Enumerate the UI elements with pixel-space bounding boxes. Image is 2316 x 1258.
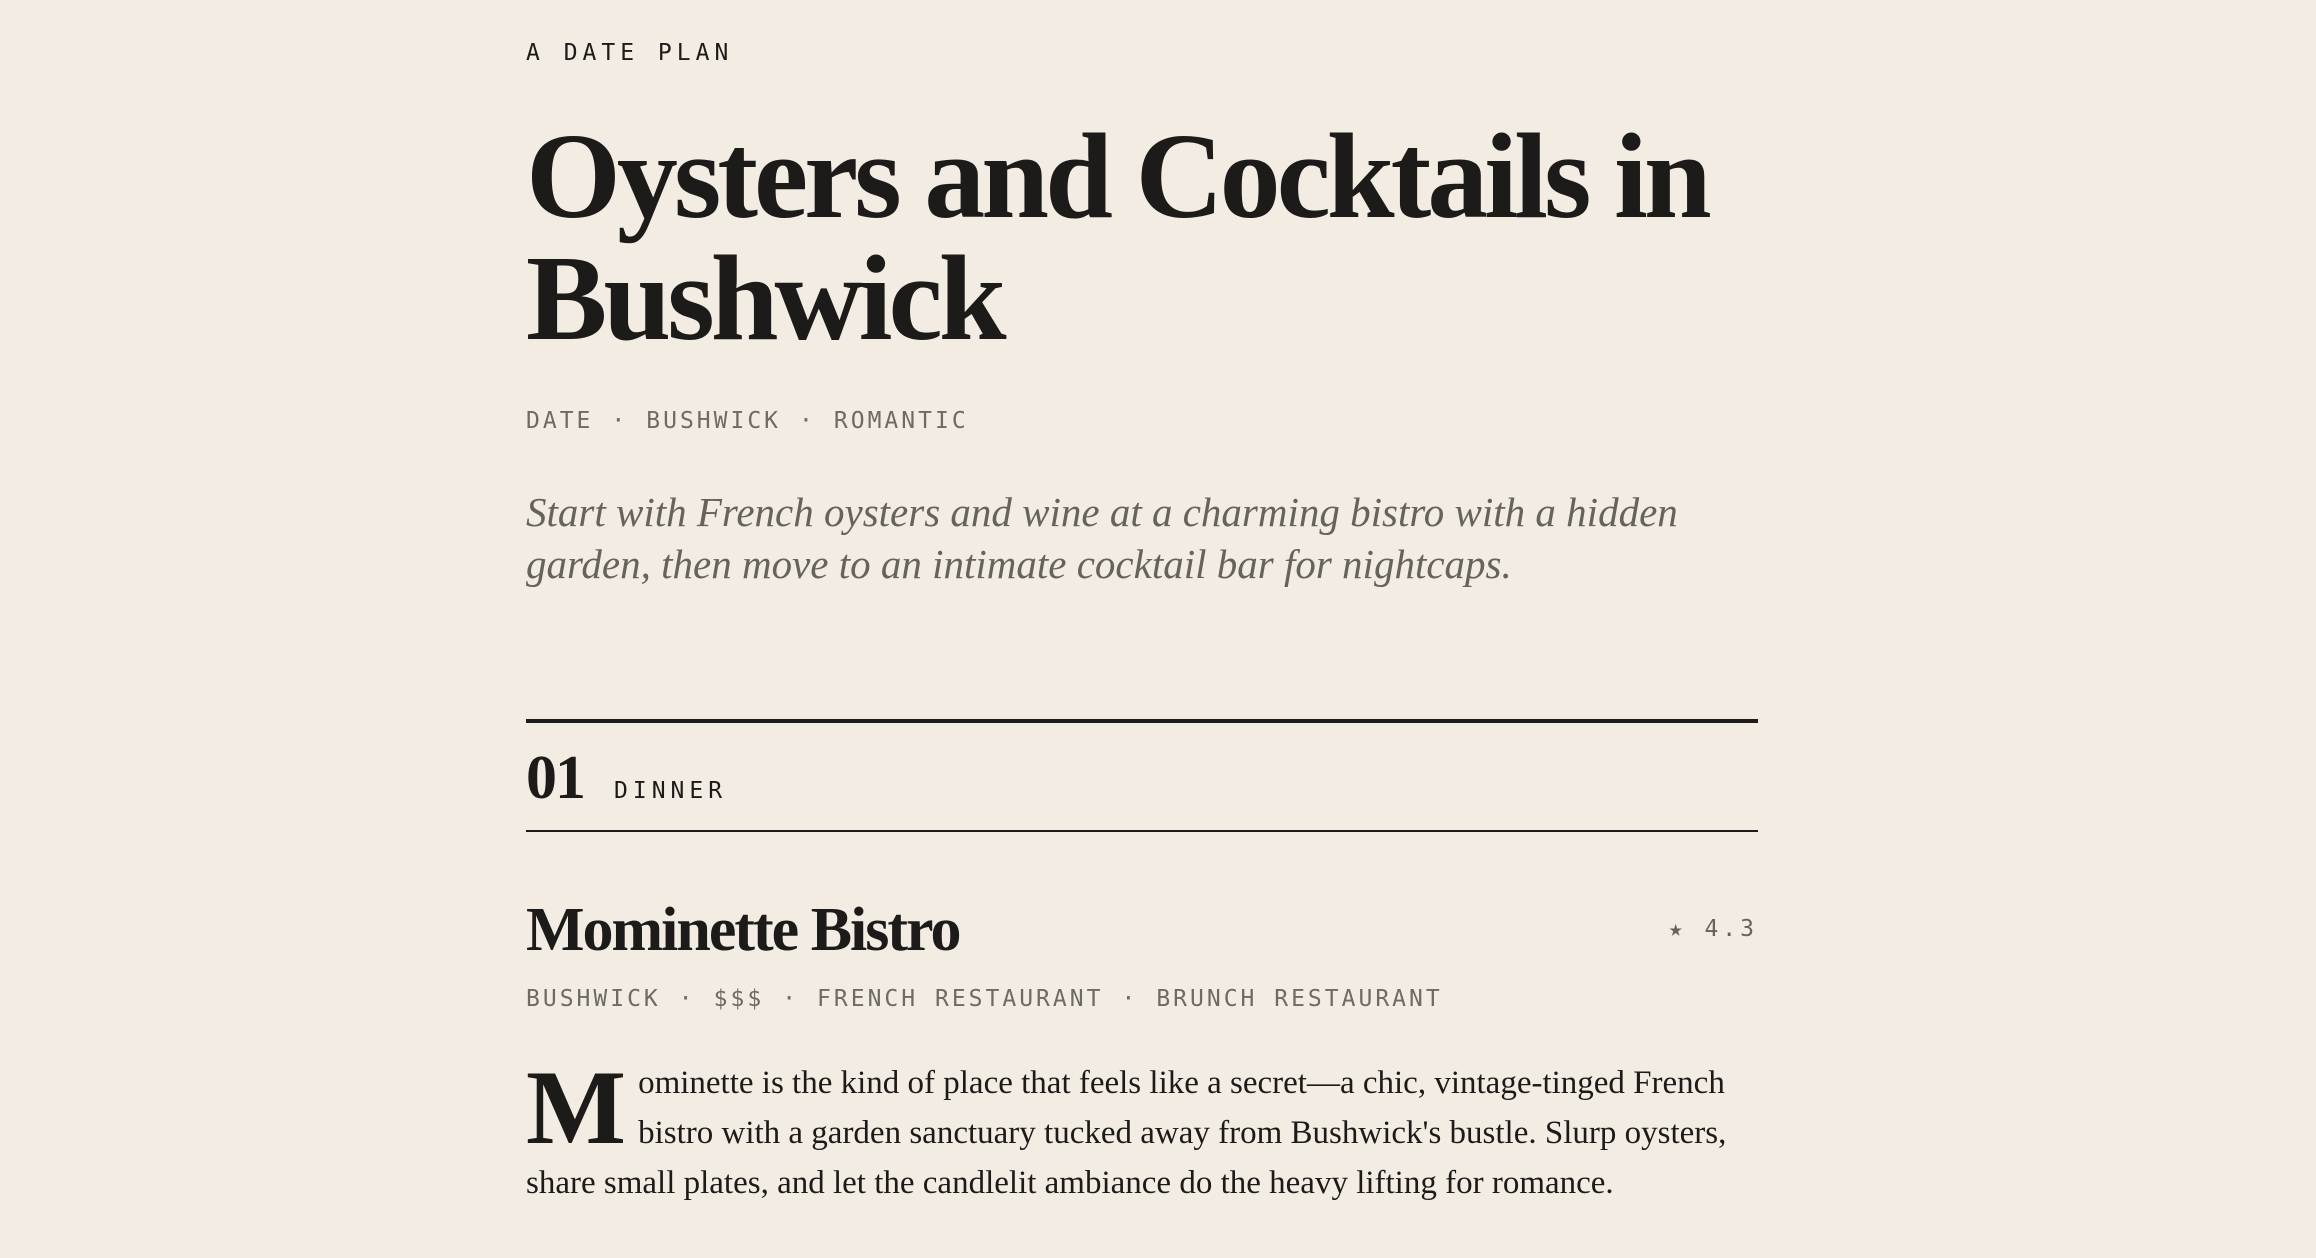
eyebrow-label: A DATE PLAN <box>526 40 734 66</box>
section-number: 01 <box>526 744 584 812</box>
plan-tag-neighborhood: BUSHWICK <box>646 408 782 434</box>
tag-separator: · <box>782 986 800 1012</box>
venue-rating <box>1669 916 1758 942</box>
tag-separator: · <box>1121 986 1139 1012</box>
venue-tag-neighborhood: BUSHWICK <box>526 986 661 1012</box>
tag-separator: · <box>678 986 696 1012</box>
venue-tag-category: FRENCH RESTAURANT <box>817 986 1104 1012</box>
plan-intro: Start with French oysters and wine at a charming bistro with a hidden garden, then move to an intimate cocktail bar for nightcaps. <box>526 489 1678 587</box>
venue-name: Mominette Bistro <box>526 896 960 964</box>
section-label: DINNER <box>614 778 728 804</box>
drop-cap: M <box>526 1049 627 1166</box>
venue-tag-category-secondary: BRUNCH RESTAURANT <box>1156 986 1443 1012</box>
rating-value: 4.3 <box>1704 916 1758 942</box>
page-title-line-1: Oysters and Cocktails in <box>526 109 1708 244</box>
venue-description <box>526 1049 1758 1208</box>
plan-tag-date: DATE <box>526 408 594 434</box>
section-divider-bottom <box>526 830 1758 832</box>
venue-description-text: ominette is the kind of place that feels like a secret—a chic, vintage-tinged French bistro with a garden sanctuary tucked away from Bushwick's bustle. Slurp oysters, share small plates, and let the candlelit ambiance do the heavy lifting for romance. <box>526 1065 1727 1201</box>
venue-tags <box>526 986 1443 1012</box>
star-icon: ★ <box>1668 916 1687 942</box>
page-title-line-2: Bushwick <box>526 231 1003 366</box>
page-title <box>526 109 1758 366</box>
plan-tags <box>526 408 969 434</box>
tag-separator: · <box>611 408 629 434</box>
tag-separator: · <box>799 408 816 434</box>
plan-tag-mood: ROMANTIC <box>833 408 969 434</box>
venue-tag-price: $$$ <box>713 986 765 1012</box>
section-divider-top <box>526 719 1758 723</box>
